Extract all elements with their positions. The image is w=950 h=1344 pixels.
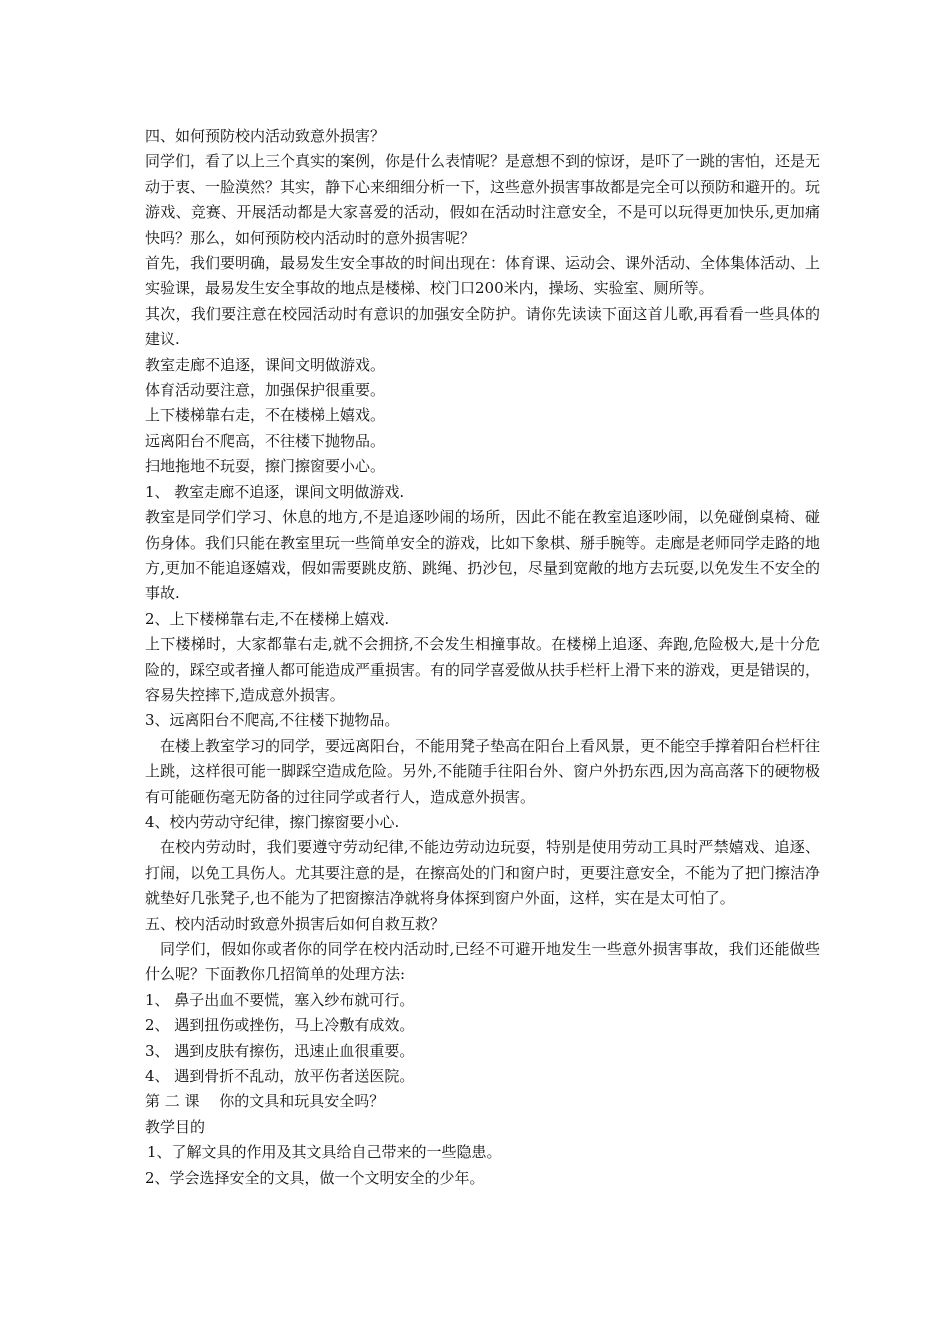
rhyme-line: 上下楼梯靠右走，不在楼梯上嬉戏。: [145, 406, 386, 425]
paragraph: 上下楼梯时，大家都靠右走,就不会拥挤,不会发生相撞事故。在楼梯上追逐、奔跑,危险极大,是十分危险的，踩空或者撞人都可能造成严重损害。有的同学喜爱做从扶手栏杆上滑下来的游戏，更是错误的，容易失控摔下,造成意外损害。: [145, 635, 821, 704]
paragraph: 同学们，假如你或者你的同学在校内活动时,已经不可避开地发生一些意外损害事故，我们还能做些什么呢？下面教你几招简单的处理方法:: [145, 940, 820, 984]
paragraph: 首先，我们要明确，最易发生安全事故的时间出现在：体育课、运动会、课外活动、全体集体活动、上实验课，最易发生安全事故的地点是楼梯、校门口200米内，操场、实验室、厕所等。: [145, 254, 821, 298]
rhyme-line: 教室走廊不追逐，课间文明做游戏。: [145, 355, 386, 374]
paragraph: 同学们，看了以上三个真实的案例，你是什么表情呢？是意想不到的惊讶，是吓了一跳的害怕，还是无动于衷、一脸漠然？其实，静下心来细细分析一下，这些意外损害事故都是完全可以预防和避开的。玩游戏、竞赛、开展活动都是大家喜爱的活动，假如在活动时注意安全，不是可以玩得更加快乐,更加痛快吗？那么，如何预防校内活动时的意外损害呢？: [145, 152, 821, 247]
list-item: 2、 遇到扭伤或挫伤，马上冷敷有成效。: [145, 1016, 415, 1035]
list-item: 1、 鼻子出血不要慌，塞入纱布就可行。: [145, 990, 415, 1009]
section-heading: 四、如何预防校内活动致意外损害？: [145, 127, 386, 145]
rhyme-line: 远离阳台不爬高，不往楼下抛物品。: [145, 431, 386, 450]
rhyme-line: 扫地拖地不玩耍，擦门擦窗要小心。: [145, 457, 386, 476]
rhyme-line: 体育活动要注意，加强保护很重要。: [145, 381, 386, 400]
list-item: 3、 遇到皮肤有擦伤，迅速止血很重要。: [145, 1041, 415, 1060]
lesson-title: 第 二 课 你的文具和玩具安全吗？: [145, 1092, 385, 1111]
document-body: [145, 124, 820, 1191]
list-item: 1、了解文具的作用及其文具给自己带来的一些隐患。: [147, 1143, 502, 1162]
list-item: 4、 遇到骨折不乱动，放平伤者送医院。: [145, 1067, 415, 1086]
subheading: 4、校内劳动守纪律，擦门擦窗要小心.: [145, 812, 400, 831]
section-heading: 五、校内活动时致意外损害后如何自救互救？: [145, 914, 446, 933]
paragraph: 教室是同学们学习、休息的地方,不是追逐吵闹的场所，因此不能在教室追逐吵闹，以免碰倒桌椅、碰伤身体。我们只能在教室里玩一些简单安全的游戏，比如下象棋、掰手腕等。走廊是老师同学走路的地方,更加不能追逐嬉戏，假如需要跳皮筋、跳绳、扔沙包，尽量到宽敞的地方去玩耍,以免发生不安全的事故.: [145, 508, 821, 603]
subheading: 3、远离阳台不爬高,不往楼下抛物品。: [145, 711, 400, 730]
paragraph: 在校内劳动时，我们要遵守劳动纪律,不能边劳动边玩耍，特别是使用劳动工具时严禁嬉戏、追逐、打闹，以免工具伤人。尤其要注意的是，在擦高处的门和窗户时，更要注意安全，不能为了把门擦洁净就垫好几张凳子,也不能为了把窗擦洁净就将身体探到窗户外面，这样，实在是太可怕了。: [145, 838, 821, 908]
subheading: 1、 教室走廊不追逐，课间文明做游戏.: [145, 482, 405, 501]
subheading: 教学目的: [145, 1117, 206, 1136]
list-item: 2、学会选择安全的文具，做一个文明安全的少年。: [145, 1168, 485, 1187]
subheading: 2、上下楼梯靠右走,不在楼梯上嬉戏.: [145, 609, 390, 628]
paragraph: 其次，我们要注意在校园活动时有意识的加强安全防护。请你先读读下面这首儿歌,再看看一些具体的建议.: [145, 304, 820, 349]
paragraph: 在楼上教室学习的同学，要远离阳台，不能用凳子垫高在阳台上看风景，更不能空手撑着阳台栏杆往上跳，这样很可能一脚踩空造成危险。另外,不能随手往阳台外、窗户外扔东西,因为高高落下的硬物极有可能砸伤毫无防备的过往同学或者行人，造成意外损害。: [145, 736, 821, 806]
